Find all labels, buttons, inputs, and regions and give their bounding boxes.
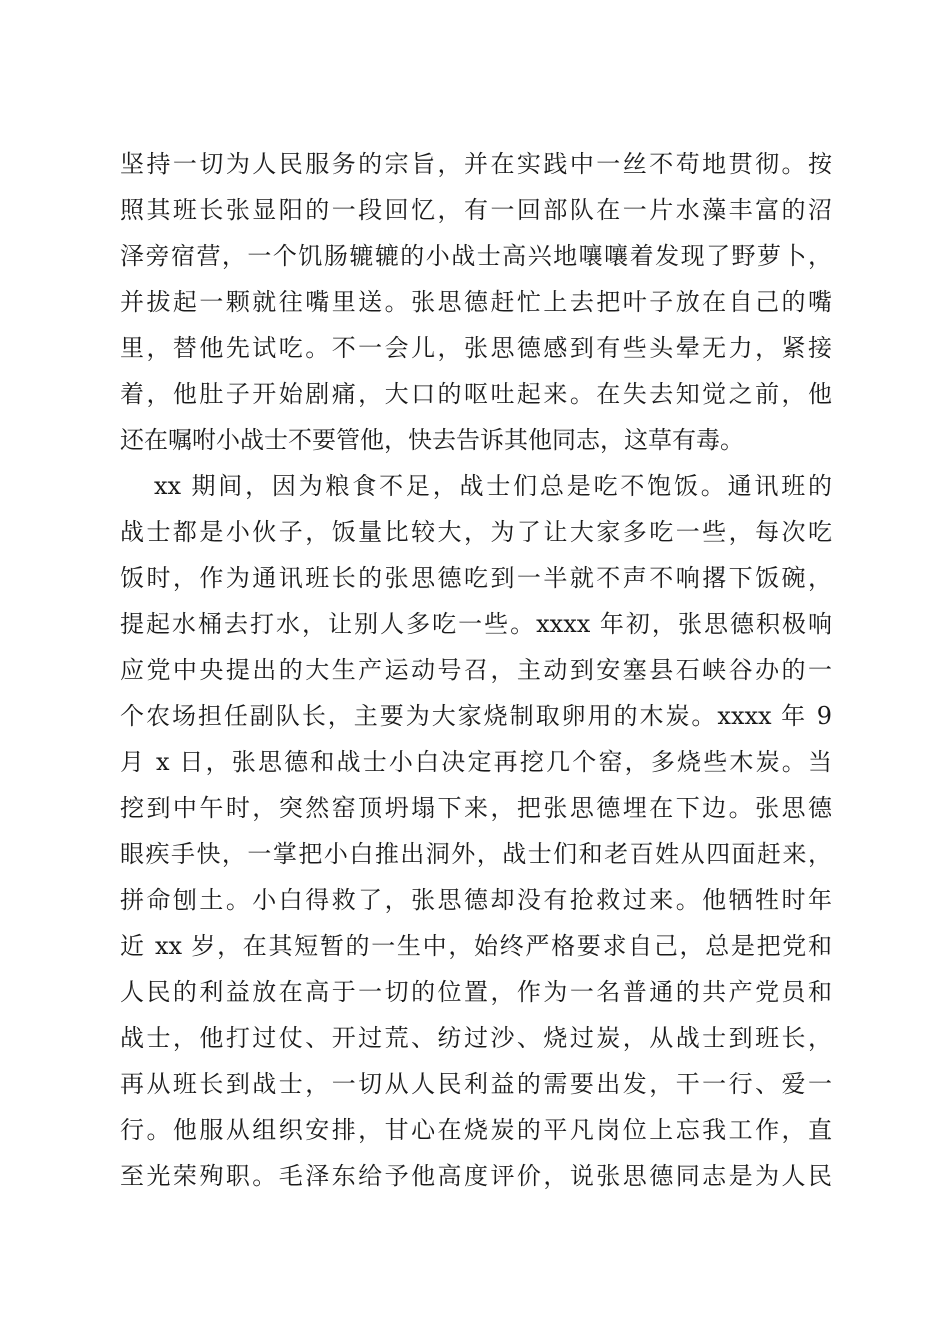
- paragraph-2-line-2: 战士都是小伙子，饭量比较大，为了让大家多吃一些，每次吃: [120, 518, 832, 546]
- paragraph-1-line-7: 还在嘱咐小战士不要管他，快去告诉其他同志，这草有毒。: [120, 426, 744, 454]
- paragraph-2-line-11: 近 xx 岁，在其短暂的一生中，始终严格要求自己，总是把党和: [120, 932, 832, 960]
- paragraph-1-line-2: 照其班长张显阳的一段回忆，有一回部队在一片水藻丰富的沼: [120, 196, 832, 224]
- paragraph-2-line-12: 人民的利益放在高于一切的位置，作为一名普通的共产党员和: [120, 978, 832, 1006]
- paragraph-1-line-3: 泽旁宿营，一个饥肠辘辘的小战士高兴地嚷嚷着发现了野萝卜，: [120, 242, 832, 270]
- paragraph-2-line-14: 再从班长到战士，一切从人民利益的需要出发，干一行、爱一: [120, 1070, 832, 1098]
- paragraph-2-line-9: 眼疾手快，一掌把小白推出洞外，战士们和老百姓从四面赶来，: [120, 840, 832, 868]
- paragraph-2-line-10: 拼命刨土。小白得救了，张思德却没有抢救过来。他牺牲时年: [120, 886, 832, 914]
- paragraph-2-line-6: 个农场担任副队长，主要为大家烧制取卵用的木炭。xxxx 年 9: [120, 702, 832, 730]
- paragraph-1-line-1: 坚持一切为人民服务的宗旨，并在实践中一丝不苟地贯彻。按: [120, 150, 832, 178]
- paragraph-2-line-13: 战士，他打过仗、开过荒、纺过沙、烧过炭，从战士到班长，: [120, 1024, 832, 1052]
- paragraph-2-line-16: 至光荣殉职。毛泽东给予他高度评价，说张思德同志是为人民: [120, 1162, 832, 1190]
- paragraph-2-line-3: 饭时，作为通讯班长的张思德吃到一半就不声不响撂下饭碗，: [120, 564, 832, 592]
- paragraph-1-line-5: 里，替他先试吃。不一会儿，张思德感到有些头晕无力，紧接: [120, 334, 832, 362]
- paragraph-1-line-6: 着，他肚子开始剧痛，大口的呕吐起来。在失去知觉之前，他: [120, 380, 832, 408]
- paragraph-2-line-8: 挖到中午时，突然窑顶坍塌下来，把张思德埋在下边。张思德: [120, 794, 832, 822]
- paragraph-2-line-5: 应党中央提出的大生产运动号召，主动到安塞县石峡谷办的一: [120, 656, 832, 684]
- paragraph-2-line-1: xx 期间，因为粮食不足，战士们总是吃不饱饭。通讯班的: [154, 472, 832, 500]
- paragraph-2-line-15: 行。他服从组织安排，甘心在烧炭的平凡岗位上忘我工作，直: [120, 1116, 832, 1144]
- paragraph-1-line-4: 并拔起一颗就往嘴里送。张思德赶忙上去把叶子放在自己的嘴: [120, 288, 832, 316]
- paragraph-2-line-4: 提起水桶去打水，让别人多吃一些。xxxx 年初，张思德积极响: [120, 610, 832, 638]
- paragraph-2-line-7: 月 x 日，张思德和战士小白决定再挖几个窑，多烧些木炭。当: [120, 748, 832, 776]
